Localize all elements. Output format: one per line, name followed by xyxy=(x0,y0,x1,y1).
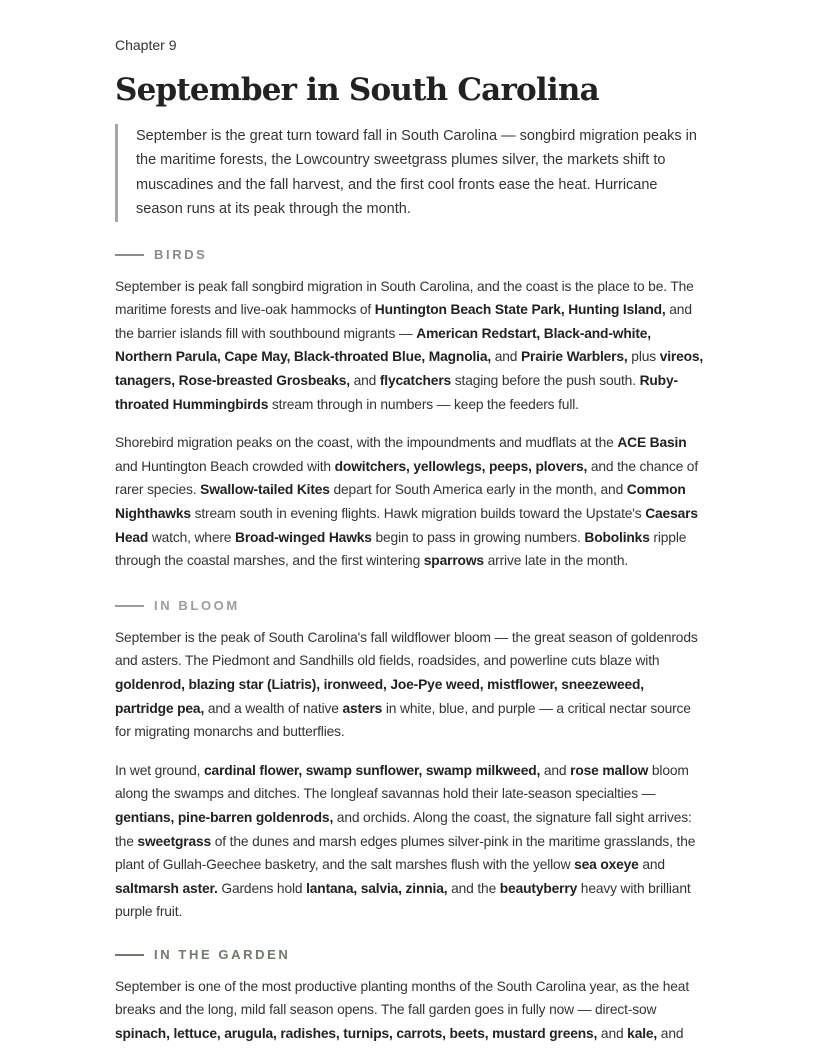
text-run: watch, where xyxy=(148,529,235,545)
text-run: begin to pass in growing numbers. xyxy=(371,529,585,545)
text-run: and the xyxy=(447,880,500,896)
text-run: Gardens hold xyxy=(217,880,307,896)
bold-term: Prairie Warblers, xyxy=(521,349,628,365)
bold-term: gentians, pine-barren goldenrods, xyxy=(115,809,334,825)
bold-term: sweetgrass xyxy=(137,833,212,849)
text-run: September is the peak of South Carolina's fall wildflower bloom — the great season of goldenrods and asters. The Piedmont and Sandhills old fields, roadsides, and powerline cuts blaze with xyxy=(115,629,698,669)
text-run: and Huntington Beach crowded with xyxy=(115,458,335,474)
birds-paragraph-1 xyxy=(115,275,705,417)
text-run: arrive late in the month. xyxy=(483,553,629,569)
bold-term: lantana, salvia, zinnia, xyxy=(306,880,448,896)
bold-term: Bobolinks xyxy=(584,529,650,545)
bold-term: ACE Basin xyxy=(617,435,687,451)
bold-term: beautyberry xyxy=(499,880,578,896)
chapter-intro: September is the great turn toward fall in South Carolina — songbird migration peaks in the maritime forests, the Lowcountry sweetgrass plumes silver, the markets shift to muscadines and the fall harvest, and the first cool fronts ease the heat. Hurricane season runs at its peak through the month. xyxy=(115,124,705,222)
section-heading-in-bloom xyxy=(115,597,705,615)
bold-term: kale, xyxy=(627,1026,658,1042)
bold-term: Broad-winged Hawks xyxy=(235,529,372,545)
section-heading-label: IN BLOOM xyxy=(154,598,240,614)
text-run: stream south in evening flights. Hawk migration builds toward the Upstate's xyxy=(190,505,646,521)
bold-term: Swallow-tailed Kites xyxy=(200,482,330,498)
section-heading-label: BIRDS xyxy=(154,247,208,263)
garden-paragraph-1 xyxy=(115,975,705,1046)
text-run: heavy with brilliant purple fruit. xyxy=(115,880,691,920)
text-run: bloom along the swamps and ditches. The longleaf savannas hold their late-season specialties — xyxy=(115,762,689,802)
bold-term: Ruby-throated Hummingbirds xyxy=(115,373,678,412)
text-run: Shorebird migration peaks on the coast, with the impoundments and mudflats at the xyxy=(115,435,618,451)
text-run: In wet ground, xyxy=(115,762,205,778)
bold-term: American Redstart, Black-and-white, Northern Parula, Cape May, Black-throated Blue, Magnolia, xyxy=(115,325,651,365)
bold-term: rose mallow xyxy=(570,762,649,778)
text-run: September is peak fall songbird migration in South Carolina, and the coast is the place to be. The maritime forests and live-oak hammocks of xyxy=(115,278,694,318)
chapter-content xyxy=(115,36,705,1046)
text-run: depart for South America early in the month, and xyxy=(329,482,627,498)
text-run: and xyxy=(491,349,521,365)
text-run: and a wealth of native xyxy=(204,700,343,716)
heading-rule xyxy=(115,254,144,256)
bold-term: goldenrod, blazing star (Liatris), ironweed, Joe-Pye weed, mistflower, sneezeweed, partridge pea, xyxy=(115,676,644,716)
bold-term: spinach, lettuce, arugula, radishes, turnips, carrots, beets, mustard greens, xyxy=(115,1026,598,1042)
text-run: staging before the push south. xyxy=(451,373,640,388)
text-run: of the dunes and marsh edges plumes silver-pink in the maritime grasslands, the plant of Gullah-Geechee basketry, and the salt marshes flush with the yellow xyxy=(115,833,696,873)
chapter-number: Chapter 9 xyxy=(115,37,177,53)
bold-term: Caesars Head xyxy=(115,505,698,545)
section-heading-label: IN THE GARDEN xyxy=(154,947,291,963)
text-run: and xyxy=(657,1026,684,1042)
text-run: and xyxy=(638,857,665,873)
bold-term: vireos, tanagers, Rose-breasted Grosbeaks, xyxy=(115,349,704,388)
heading-rule xyxy=(115,605,144,607)
birds-paragraph-2 xyxy=(115,431,705,573)
text-run: and xyxy=(597,1026,628,1042)
text-run: in white, blue, and purple — a critical nectar source for migrating monarchs and butterflies. xyxy=(115,700,691,740)
text-run: and xyxy=(349,373,380,388)
chapter-title: September in South Carolina xyxy=(115,72,599,108)
bloom-paragraph-1 xyxy=(115,626,705,744)
bold-term: sea oxeye xyxy=(574,857,639,873)
bold-term: Common Nighthawks xyxy=(115,482,686,521)
bold-term: dowitchers, yellowlegs, peeps, plovers, xyxy=(334,458,588,474)
text-run: and orchids. Along the coast, the signature fall sight arrives: the xyxy=(115,809,692,849)
text-run: September is one of the most productive planting months of the South Carolina year, as the heat breaks and the long, mild fall season opens. The fall garden goes in fully now — direct-sow xyxy=(115,978,690,1018)
section-heading-birds xyxy=(115,246,705,264)
text-run: ripple through the coastal marshes, and the first wintering xyxy=(115,529,687,569)
bold-term: sparrows xyxy=(423,553,484,569)
text-run: and the chance of rarer species. xyxy=(115,458,699,498)
bold-term: flycatchers xyxy=(379,373,452,388)
text-run: and the barrier islands fill with southbound migrants — xyxy=(115,302,692,341)
bold-term: saltmarsh aster. xyxy=(115,880,218,896)
bold-term: asters xyxy=(342,700,383,716)
bold-term: Huntington Beach State Park, Hunting Island, xyxy=(374,302,666,318)
bloom-paragraph-2 xyxy=(115,759,705,924)
text-run: stream through in numbers — keep the feeders full. xyxy=(268,396,579,412)
section-heading-in-the-garden xyxy=(115,946,705,964)
text-run: and xyxy=(540,762,571,778)
heading-rule xyxy=(115,954,144,956)
text-run: plus xyxy=(627,349,660,365)
bold-term: cardinal flower, swamp sunflower, swamp milkweed, xyxy=(204,762,541,778)
